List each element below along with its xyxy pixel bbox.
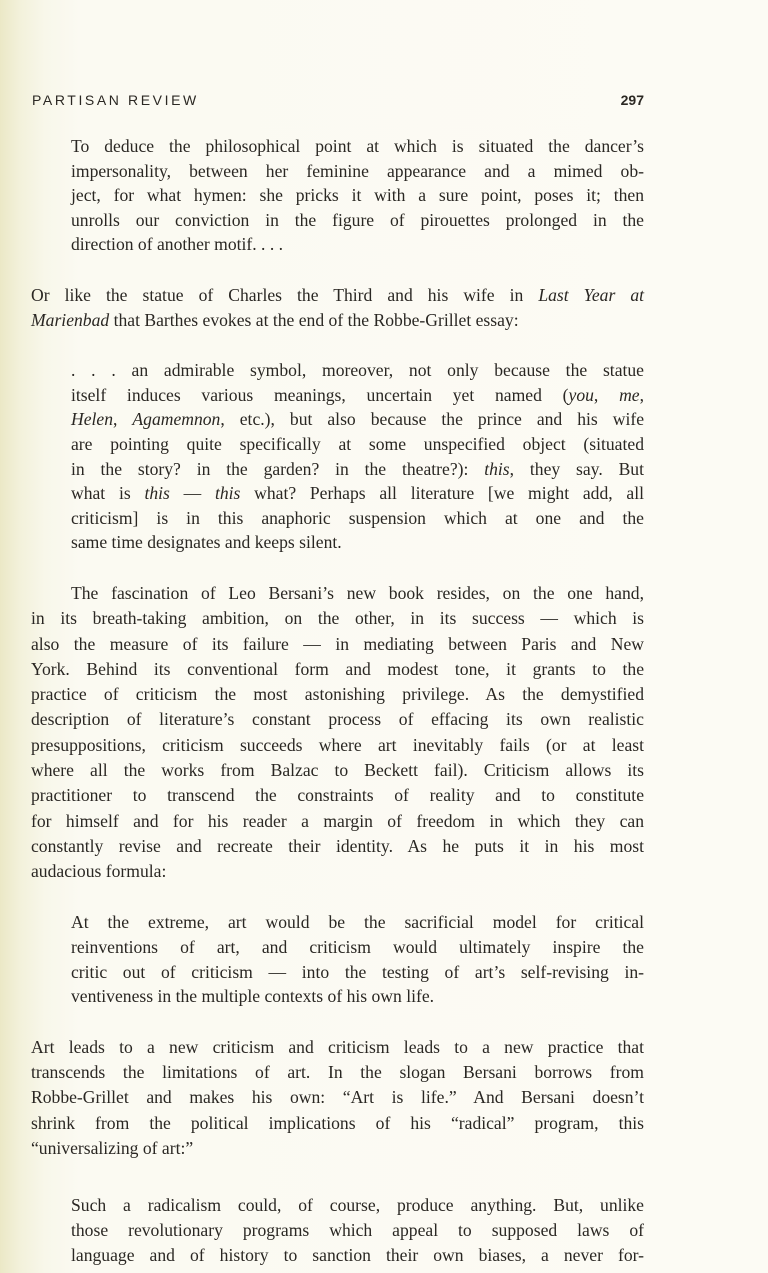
text-line: Such a radicalism could, of course, produce anything. But, unlike [71,1195,644,1216]
text-line: At the extreme, art would be the sacrificial model for critical [71,912,644,933]
text-line: unrolls our conviction in the figure of pirouettes prolonged in the [71,209,644,230]
italic-word: this [144,483,170,504]
text-run: , etc.), but also because the prince and his wife [220,409,644,430]
text-line: in its breath-taking ambition, on the other, in its success — which is [31,608,644,629]
journal-title: PARTISAN REVIEW [32,92,199,108]
text-run: itself induces various meanings, uncertain yet named ( [71,384,569,405]
paragraph-marienbad [31,283,644,332]
text-line [71,457,644,482]
text-run: in the story? in the garden? in the theatre?): [71,458,485,479]
text-line: constantly revise and recreate their identity. As he puts it in his most [31,835,644,856]
paragraph-art-leads [31,1035,644,1161]
page-number: 297 [620,92,644,108]
italic-word: this [484,458,510,479]
text-line: presuppositions, criticism succeeds where art inevitably fails (or at least [31,734,644,755]
italic-word: you [568,384,594,405]
text-line [71,407,644,432]
italic-word: me [619,384,640,405]
text-line: direction of another motif. . . . [71,234,284,255]
text-line: criticism] is in this anaphoric suspension which at one and the [71,507,644,528]
film-title-italic: Last Year at [538,284,645,305]
text-line [31,283,644,308]
blockquote-barthes [71,358,644,555]
text-line: practice of criticism the most astonishing privilege. As the demystified [31,684,644,705]
text-line: ject, for what hymen: she pricks it with a sure point, poses it; then [71,185,644,206]
text-line: critic out of criticism — into the testing of art’s self-revising in- [71,961,644,982]
blockquote-mallarme [71,134,644,257]
running-head [32,92,644,108]
text-run: , [593,384,620,405]
text-line: language and of history to sanction their own biases, a never for- [71,1244,644,1265]
text-line: transcends the limitations of art. In the slogan Bersani borrows from [31,1062,644,1083]
text-run: that Barthes evokes at the end of the Robbe-Grillet essay: [109,309,519,330]
text-line: impersonality, between her feminine appearance and a mimed ob- [71,160,644,181]
text-line: same time designates and keeps silent. [71,532,342,553]
text-line: those revolutionary programs which appeal to supposed laws of [71,1219,644,1240]
blockquote-formula [71,910,644,1008]
italic-word: Agamemnon [132,409,221,430]
text-line: The fascination of Leo Bersani’s new book resides, on the one hand, [71,582,644,603]
text-run: what is [71,483,145,504]
text-line: reinventions of art, and criticism would ultimately inspire the [71,937,644,958]
text-line: . . . an admirable symbol, moreover, not only because the statue [71,360,644,381]
text-line: York. Behind its conventional form and modest tone, it grants to the [31,658,644,679]
text-line: where all the works from Balzac to Beckett fail). Criticism allows its [31,759,644,780]
blockquote-radicalism [71,1193,644,1267]
text-line: shrink from the political implications of his “radical” program, this [31,1112,644,1133]
text-line [71,383,644,408]
text-line: Art leads to a new criticism and criticism leads to a new practice that [31,1036,644,1057]
text-line: “universalizing of art:” [31,1138,194,1159]
text-line: also the measure of its failure — in mediating between Paris and New [31,633,644,654]
film-title-italic: Marienbad [31,309,110,330]
text-line: practitioner to transcend the constraints of reality and to constitute [31,785,644,806]
italic-word: this [214,483,241,504]
text-run: what? Perhaps all literature [we might add, all [240,483,645,504]
text-line [31,308,644,333]
text-line: To deduce the philosophical point at which is situated the dancer’s [71,136,644,156]
paragraph-bersani [31,581,644,885]
text-line: audacious formula: [31,861,167,882]
text-line [71,481,644,506]
text-line: are pointing quite specifically at some unspecified object (situated [71,433,644,454]
text-run: Or like the statue of Charles the Third and his wife in [31,284,539,305]
text-line: Robbe-Grillet and makes his own: “Art is life.” And Bersani doesn’t [31,1087,644,1108]
italic-word: Helen [71,409,114,430]
text-line: ventiveness in the multiple contexts of his own life. [71,986,435,1007]
text-line: for himself and for his reader a margin of freedom in which they can [31,810,644,831]
body-text [31,134,644,1267]
text-run: — [169,483,215,504]
text-run: , [113,409,133,430]
text-line: description of literature’s constant process of effacing its own realistic [31,709,644,730]
text-run: , they say. But [509,458,644,479]
text-run: , [639,384,644,405]
